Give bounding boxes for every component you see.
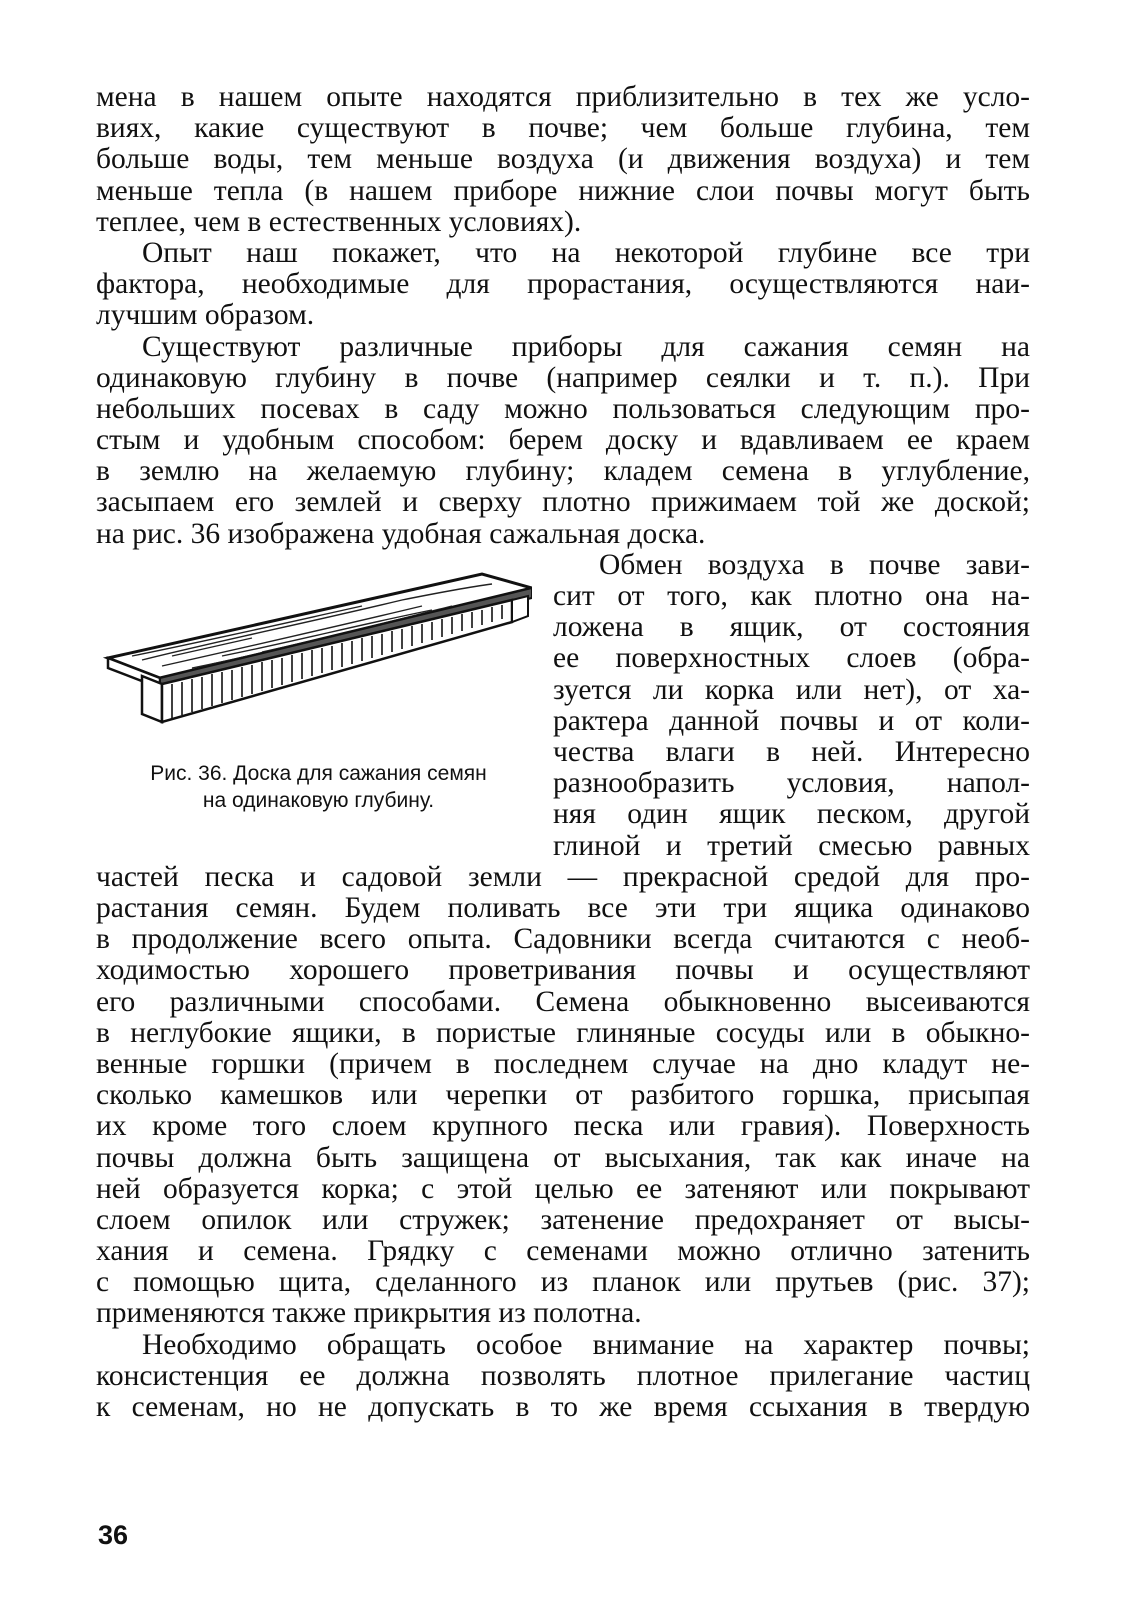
text-line: сколько камешков или черепки от разбитого горшка, присыпая [96,1080,1030,1112]
text-line: больше воды, тем меньше воздуха (и движения воздуха) и тем [96,144,1030,176]
page-body [96,82,1030,1423]
text-line: с помощью щита, сделанного из планок или прутьев (рис. 37); [96,1267,1030,1299]
text-line: разнообразить условия, напол- [553,768,1030,800]
text-line: консистенция ее должна позволять плотное прилегание частиц [96,1360,1030,1392]
text-line: ходимостью хорошего проветривания почвы и осуществляют [96,955,1030,987]
text-line: небольших посевах в саду можно пользоваться следующим про- [96,393,1030,425]
text-line: Опыт наш покажет, что на некоторой глубине все три [142,237,1030,269]
text-line: частей песка и садовой земли — прекрасной средой для про- [96,861,1030,893]
text-line: Обмен воздуха в почве зави- [599,549,1030,581]
text-line: няя один ящик песком, другой [553,799,1030,831]
figure-caption-line: Рис. 36. Доска для сажания семян [150,761,487,785]
text-line: мена в нашем опыте находятся приблизительно в тех же усло- [96,82,1030,113]
text-line: в продолжение всего опыта. Садовники всегда считаются с необ- [96,924,1030,956]
paragraph-2 [96,238,1030,332]
paragraph-3 [96,332,1030,550]
page-number: 36 [98,1520,129,1550]
planting-board-illustration-icon [102,560,532,730]
figure-caption-line: на одинаковую глубину. [202,788,435,812]
text-line: ней образуется корка; с этой целью ее затеняют или покрывают [96,1173,1030,1205]
text-line: растания семян. Будем поливать все эти три ящика одинаково [96,893,1030,924]
side-column-text [553,550,1030,862]
figure-36 [96,560,541,814]
text-line: ложена в ящик, от состояния [553,612,1030,644]
text-line: засыпаем его землей и сверху плотно прижимаем той же доской; [96,487,1030,519]
text-line: рактера данной почвы и от коли- [553,705,1030,737]
text-line: сит от того, как плотно она на- [553,581,1030,612]
figure-wrap-area [96,550,1030,862]
text-line: Необходимо обращать особое внимание на характер почвы; [142,1329,1030,1361]
text-line: слоем опилок или стружек; затенение предохраняет от высы- [96,1204,1030,1236]
text-line: их кроме того слоем крупного песка или гравия). Поверхность [96,1111,1030,1143]
text-line: почвы должна быть защищена от высыхания, так как иначе на [96,1142,1030,1174]
paragraph-1 [96,82,1030,238]
figure-caption [96,760,541,814]
text-line: хания и семена. Грядку с семенами можно отлично затенить [96,1236,1030,1268]
paragraph-4 [96,862,1030,1330]
text-line: в неглубокие ящики, в пористые глиняные сосуды или в обыкно- [96,1017,1030,1049]
text-line: его различными способами. Семена обыкновенно высеиваются [96,986,1030,1018]
text-line: ее поверхностных слоев (обра- [553,643,1030,675]
text-line: теплее, чем в естественных условиях). [96,206,582,238]
text-line: Существуют различные приборы для сажания семян на [142,331,1030,363]
text-line: виях, какие существуют в почве; чем больше глубина, тем [96,113,1030,145]
text-line: к семенам, но не допускать в то же время ссыхания в твердую [96,1392,1030,1423]
text-line: глиной и третий смесью равных [553,830,1030,862]
text-line: одинаковую глубину в почве (например сеялки и т. п.). При [96,362,1030,394]
text-line: зуется ли корка или нет), от ха- [553,674,1030,706]
text-line: чества влаги в ней. Интересно [553,736,1030,768]
paragraph-5 [96,1330,1030,1424]
text-line: меньше тепла (в нашем приборе нижние слои почвы могут быть [96,175,1030,207]
text-line: фактора, необходимые для прорастания, осуществляются наи- [96,269,1030,301]
text-line: венные горшки (причем в последнем случае на дно кладут не- [96,1048,1030,1080]
text-line: лучшим образом. [96,300,315,332]
text-line: применяются также прикрытия из полотна. [96,1298,642,1330]
text-line: стым и удобным способом: берем доску и вдавливаем ее краем [96,425,1030,457]
text-line: на рис. 36 изображена удобная сажальная доска. [96,518,706,550]
text-line: в землю на желаемую глубину; кладем семена в углубление, [96,456,1030,488]
